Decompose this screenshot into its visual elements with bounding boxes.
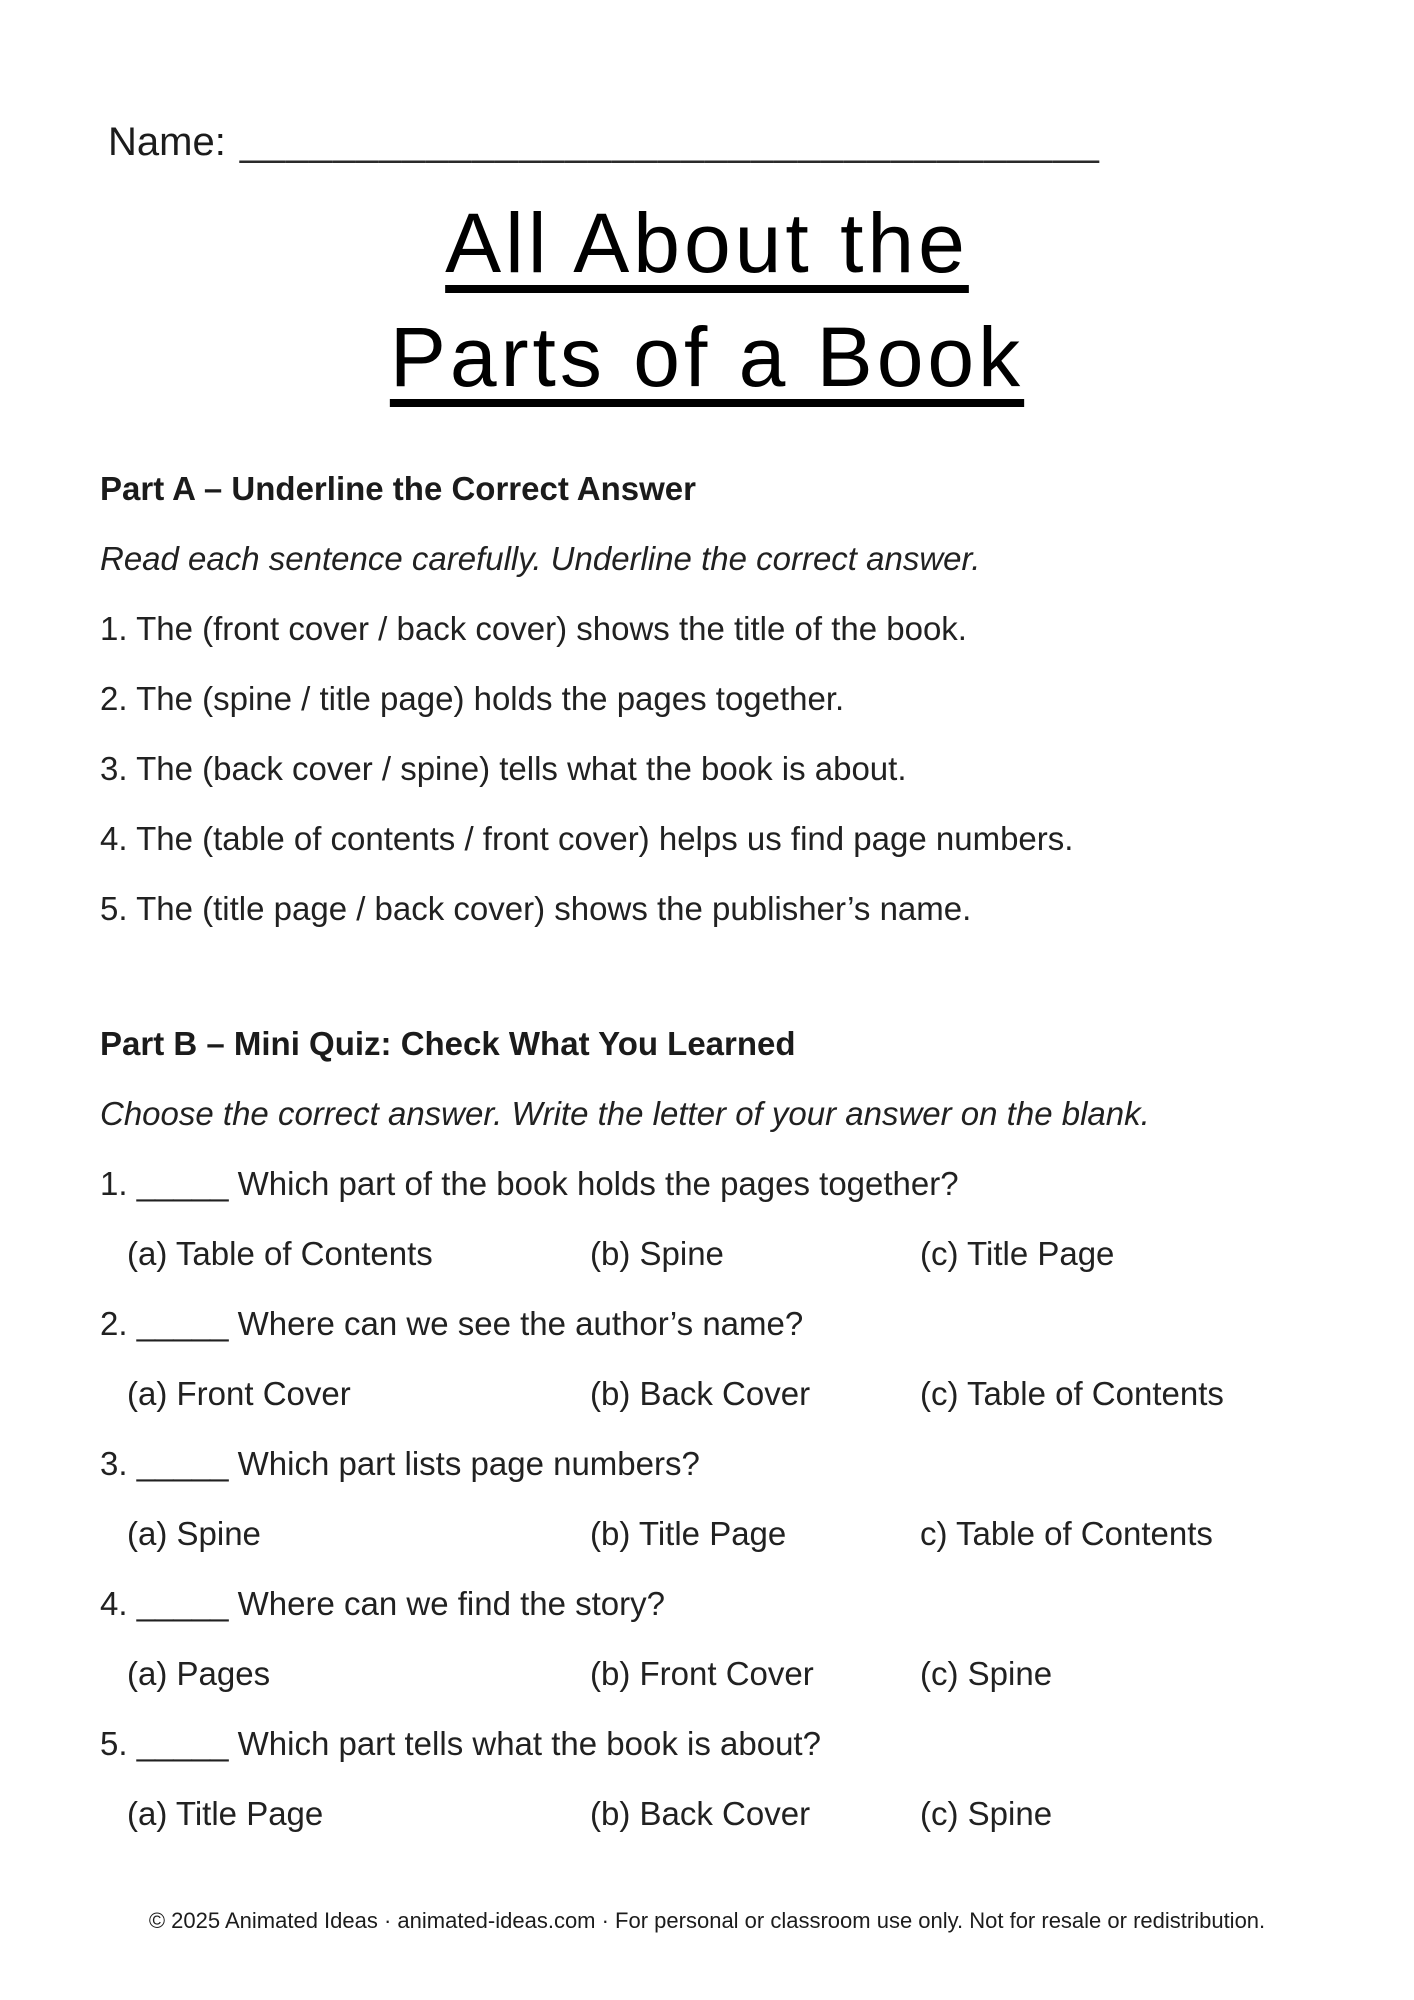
part-a-item-1: 1. The (front cover / back cover) shows the title of the book. [100,610,967,647]
part-a-item-3: 3. The (back cover / spine) tells what the book is about. [100,750,907,787]
question-3-prompt: 3. _____ Which part lists page numbers? [100,1445,700,1482]
q3-option-b: (b) Title Page [590,1515,787,1552]
q4-option-c: (c) Spine [920,1655,1053,1692]
part-a-item-5: 5. The (title page / back cover) shows the publisher’s name. [100,890,972,927]
name-blank-line: _____________________________________ [239,120,1100,164]
title-row-2 [0,300,1414,414]
q1-option-b: (b) Spine [590,1235,724,1272]
question-5-prompt: 5. _____ Which part tells what the book is about? [100,1725,821,1762]
part-a-item-2: 2. The (spine / title page) holds the pages together. [100,680,845,717]
copyright-footer: © 2025 Animated Ideas · animated-ideas.com · For personal or classroom use only. Not for resale or redistribution. [148,1908,1266,1933]
q2-option-a: (a) Front Cover [127,1375,351,1412]
q2-option-c: (c) Table of Contents [920,1375,1224,1412]
title-row-1 [0,186,1414,300]
q3-option-c: c) Table of Contents [920,1515,1213,1552]
part-b-instruction: Choose the correct answer. Write the letter of your answer on the blank. [100,1095,1150,1132]
question-5-options [127,1793,1387,1835]
q1-option-c: (c) Title Page [920,1235,1115,1272]
q5-option-a: (a) Title Page [127,1795,324,1832]
question-4-options [127,1653,1387,1695]
question-4-prompt: 4. _____ Where can we find the story? [100,1585,665,1622]
question-1-options [127,1233,1387,1275]
q4-option-b: (b) Front Cover [590,1655,814,1692]
question-2-options [127,1373,1387,1415]
name-row [108,118,1100,166]
q3-option-a: (a) Spine [127,1515,261,1552]
question-2-prompt: 2. _____ Where can we see the author’s name? [100,1305,804,1342]
part-a-instruction: Read each sentence carefully. Underline the correct answer. [100,540,981,577]
q4-option-a: (a) Pages [127,1655,271,1692]
part-a-item-4: 4. The (table of contents / front cover) helps us find page numbers. [100,820,1074,857]
title-line-2: Parts of a Book [389,310,1025,404]
title-line-1: All About the [445,196,969,290]
q5-option-c: (c) Spine [920,1795,1053,1832]
part-b-heading: Part B – Mini Quiz: Check What You Learned [100,1025,796,1062]
q5-option-b: (b) Back Cover [590,1795,811,1832]
worksheet-title [0,186,1414,414]
name-label: Name: [108,120,226,164]
question-1-prompt: 1. _____ Which part of the book holds the pages together? [100,1165,959,1202]
q2-option-b: (b) Back Cover [590,1375,811,1412]
question-3-options [127,1513,1387,1555]
part-a-heading: Part A – Underline the Correct Answer [100,470,696,507]
q1-option-a: (a) Table of Contents [127,1235,433,1272]
